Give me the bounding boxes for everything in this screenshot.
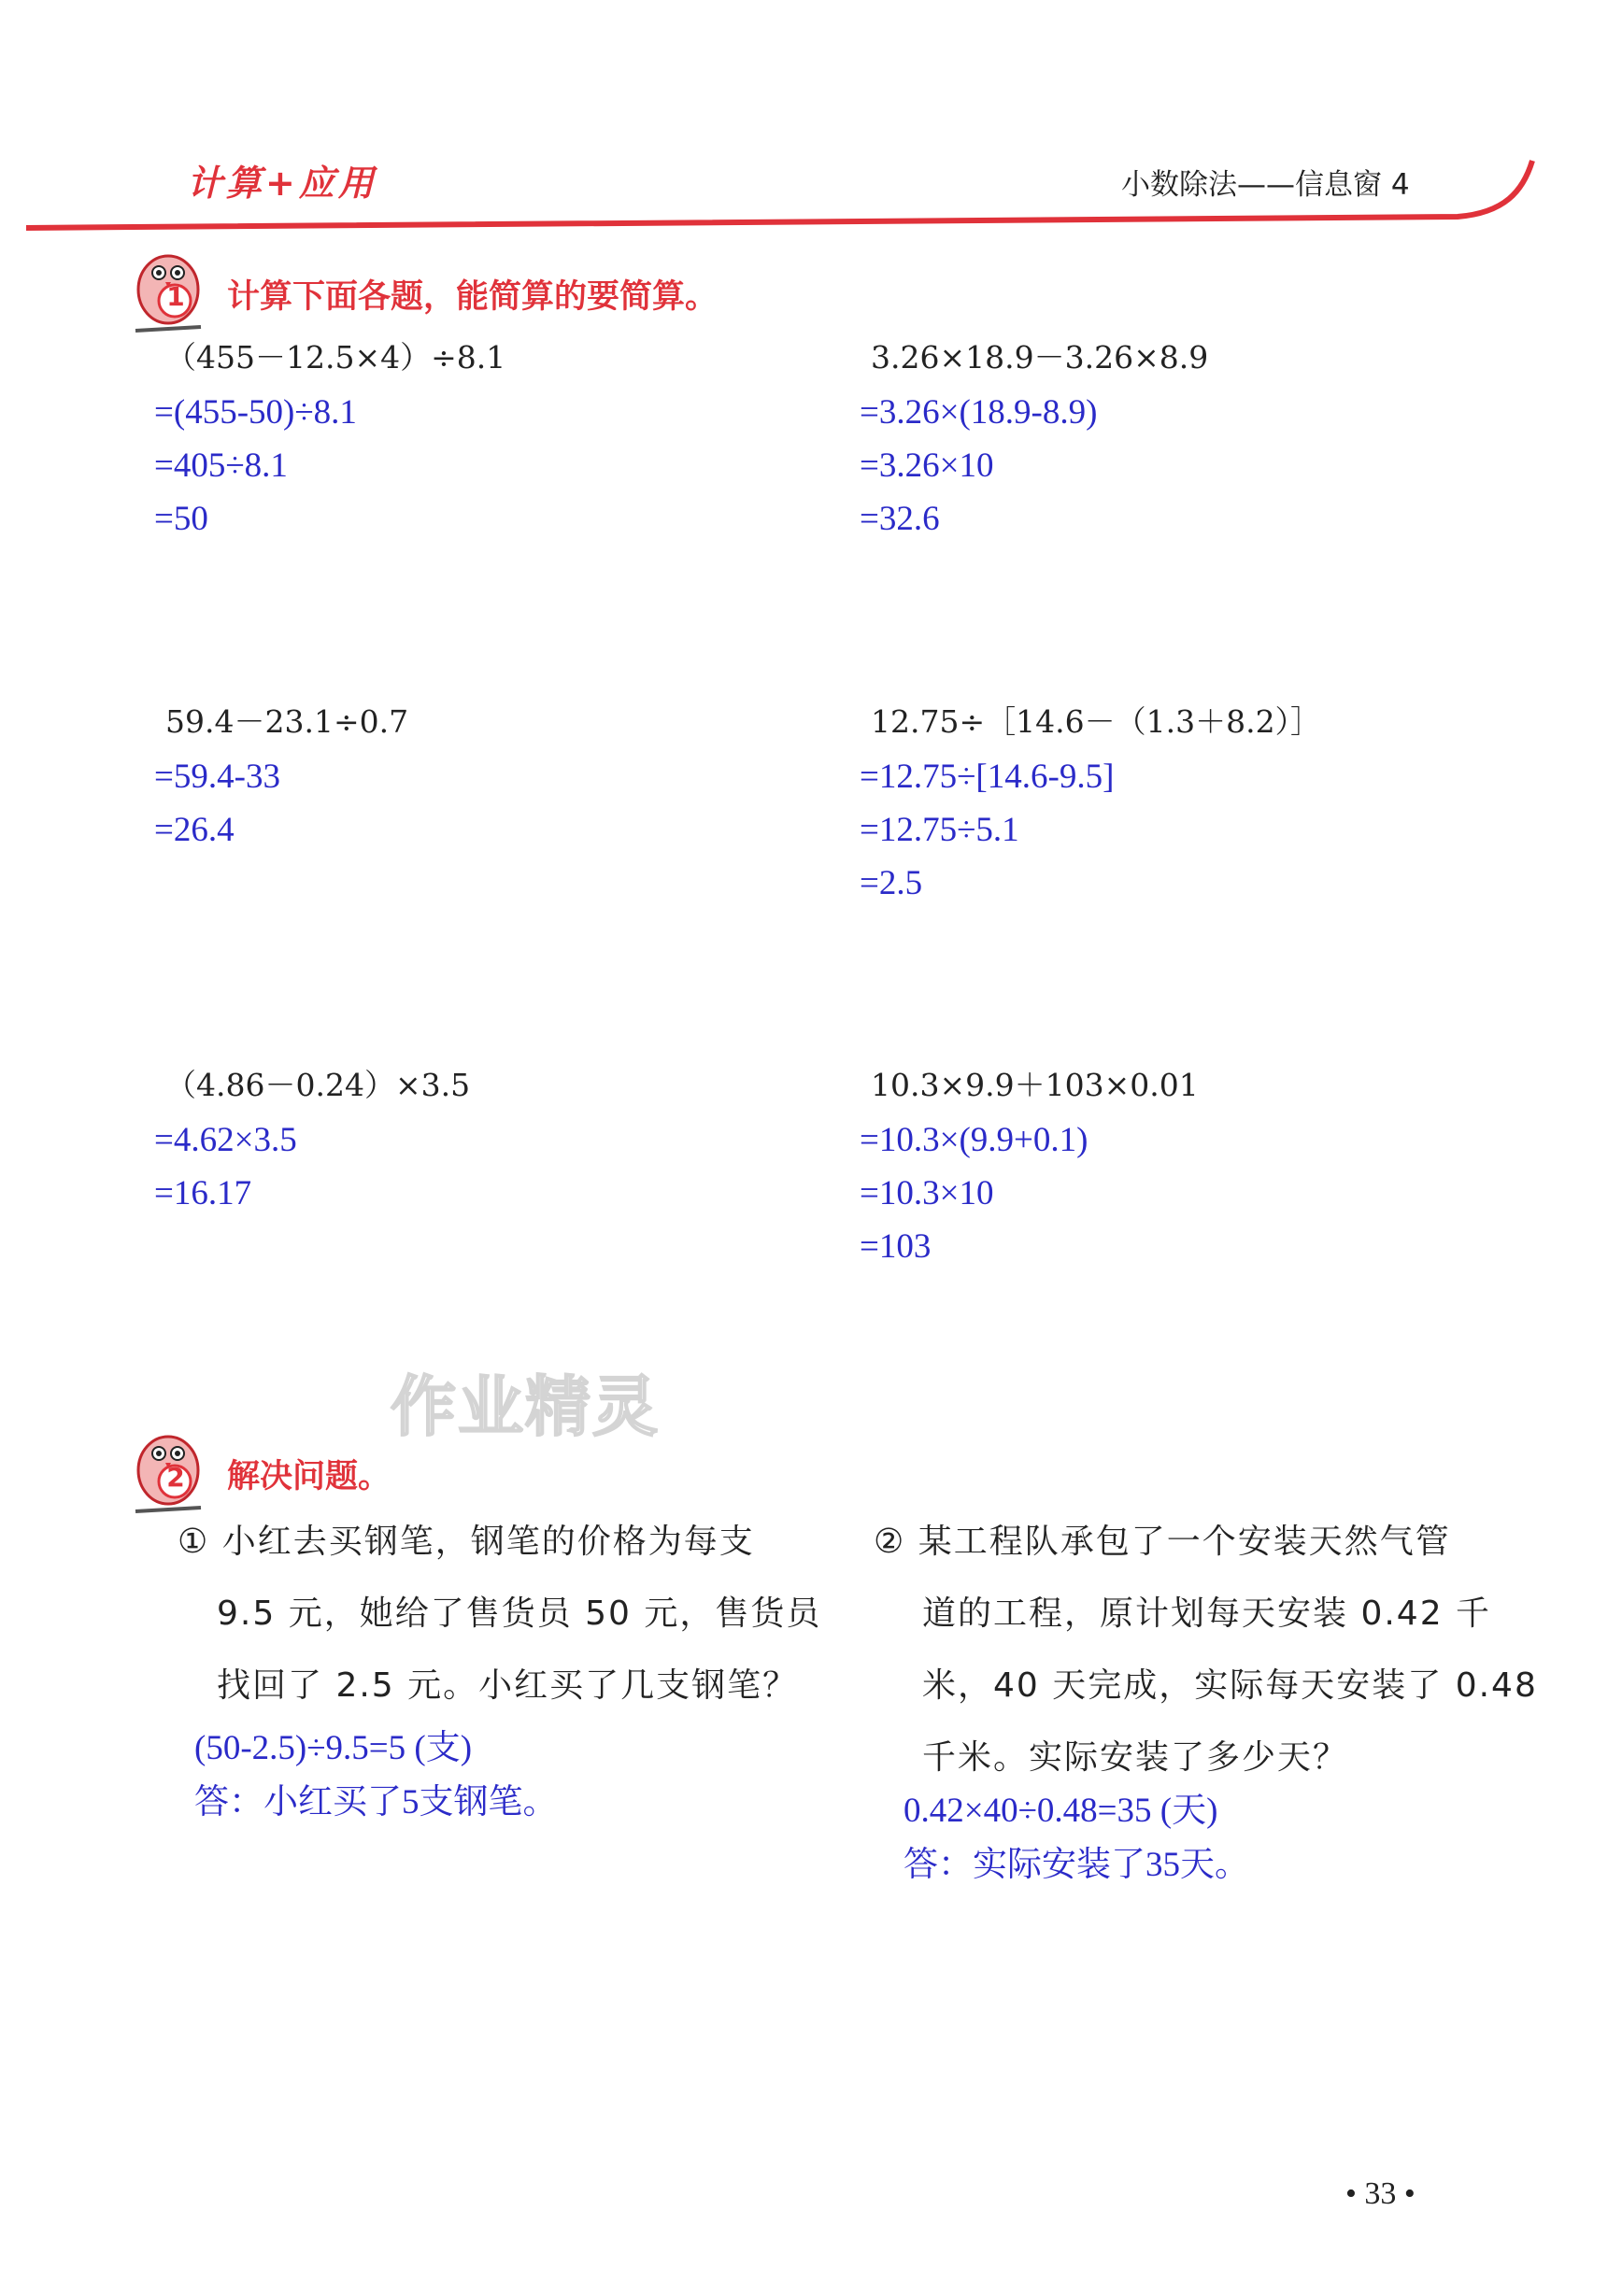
header-left-title: 计算+应用: [187, 163, 377, 204]
solution-step: =103: [860, 1227, 932, 1266]
section-2-title: 解决问题。: [227, 1458, 391, 1495]
answer-sentence: 答：小红买了5支钢笔。: [194, 1783, 558, 1821]
solution-step: =4.62×3.5: [154, 1121, 297, 1159]
solution-step: =(455-50)÷8.1: [154, 393, 357, 432]
solution-step: =26.4: [154, 811, 235, 849]
answer-sentence: 答：实际安装了35天。: [903, 1846, 1249, 1884]
answer-equation: (50-2.5)÷9.5=5 (支): [194, 1729, 473, 1767]
problem-expression: 59.4－23.1÷0.7: [165, 703, 409, 740]
question-line: 千米。实际安装了多少天？: [922, 1738, 1349, 1777]
header-rule: [0, 0, 1622, 262]
question-line: 米，40 天完成，实际每天安装了 0.48: [922, 1666, 1538, 1705]
solution-step: =3.26×(18.9-8.9): [860, 393, 1098, 432]
section-1-number: 1: [166, 281, 185, 312]
word-problem-2: [874, 1506, 1538, 1892]
calc-problem-2: [860, 330, 1208, 546]
header-right-title: 小数除法——信息窗 4: [1121, 168, 1410, 202]
solution-step: =3.26×10: [860, 446, 994, 485]
solution-step: =10.3×10: [860, 1174, 994, 1212]
calc-problem-5: [154, 1057, 470, 1220]
answer-equation: 0.42×40÷0.48=35 (天): [903, 1792, 1218, 1830]
problem-expression: 3.26×18.9－3.26×8.9: [871, 339, 1209, 376]
question-line: ① 小红去买钢笔，钢笔的价格为每支: [178, 1523, 755, 1561]
calc-problem-1: [154, 330, 505, 546]
question-line: ② 某工程队承包了一个安装天然气管: [874, 1523, 1451, 1561]
solution-step: =32.6: [860, 500, 940, 538]
section-2-number: 2: [166, 1462, 185, 1493]
problem-expression: （4.86－0.24）×3.5: [165, 1067, 471, 1103]
problem-expression: 12.75÷［14.6－（1.3＋8.2）］: [871, 703, 1322, 740]
solution-step: =12.75÷5.1: [860, 811, 1019, 849]
solution-step: =10.3×(9.9+0.1): [860, 1121, 1088, 1159]
problem-expression: 10.3×9.9＋103×0.01: [871, 1067, 1199, 1103]
solution-step: =12.75÷[14.6-9.5]: [860, 758, 1115, 796]
question-line: 找回了 2.5 元。小红买了几支钢笔？: [217, 1666, 799, 1705]
solution-step: =16.17: [154, 1174, 252, 1212]
question-line: 9.5 元，她给了售货员 50 元，售货员: [217, 1594, 822, 1633]
calc-problem-3: [154, 694, 408, 857]
solution-step: =59.4-33: [154, 758, 280, 796]
watermark: 作业精灵: [391, 1368, 660, 1445]
solution-step: =405÷8.1: [154, 446, 288, 485]
calc-problem-4: [860, 694, 1321, 910]
question-line: 道的工程，原计划每天安装 0.42 千: [922, 1594, 1492, 1633]
calc-problem-6: [860, 1057, 1199, 1273]
solution-step: =2.5: [860, 864, 923, 902]
page-number: • 33 •: [1345, 2176, 1416, 2211]
section-1-title: 计算下面各题，能简算的要简算。: [227, 278, 719, 316]
word-problem-1: [178, 1506, 821, 1830]
problem-expression: （455－12.5×4）÷8.1: [165, 339, 506, 376]
solution-step: =50: [154, 500, 208, 538]
